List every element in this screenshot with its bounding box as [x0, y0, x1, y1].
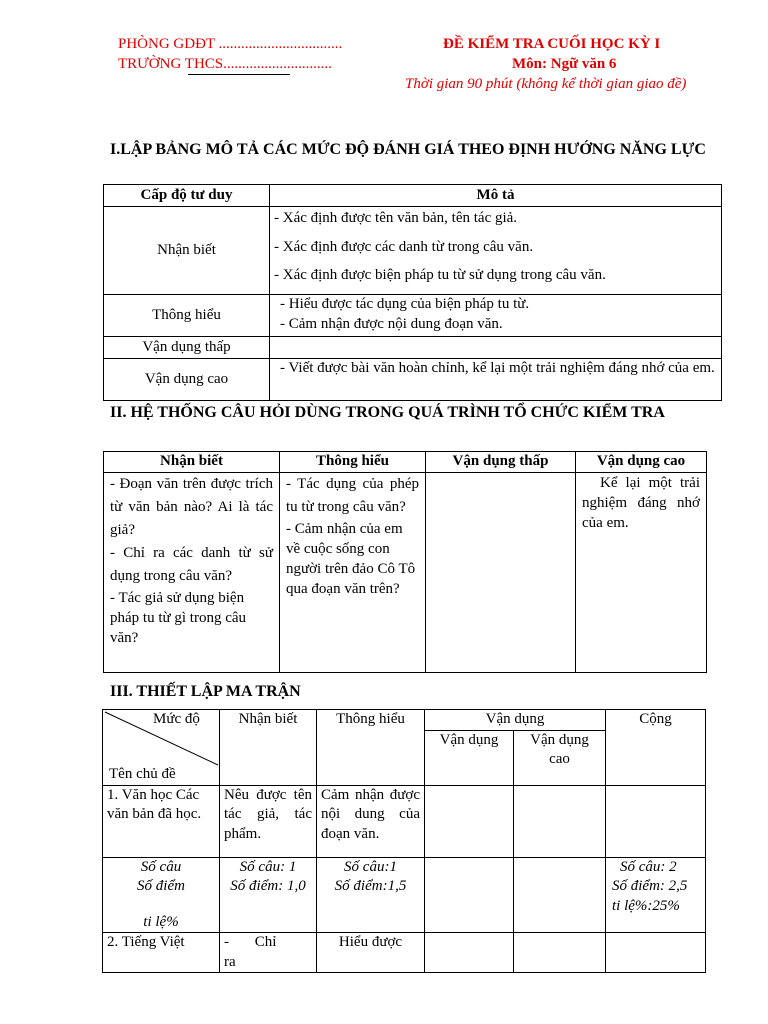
matrix-stats-cong — [606, 857, 706, 933]
stat-value: Số điểm:1,5 — [334, 878, 407, 894]
matrix-stats-th — [317, 857, 425, 933]
matrix-stats-vd — [425, 857, 514, 933]
col-header-thong-hieu: Thông hiểu — [280, 452, 426, 473]
exam-title: ĐỀ KIỂM TRA CUỐI HỌC KỲ I — [443, 36, 661, 52]
description-line: - Xác định được biện pháp tu từ sử dụng trong câu văn. — [274, 267, 606, 283]
question-item: - Tác giả sử dụng biện pháp tu từ gì trong câu văn? — [110, 589, 247, 646]
question-item: - Cảm nhận của em về cuộc sống con người trên đảo Cô Tô qua đoạn văn trên? — [286, 520, 416, 597]
matrix-header-thong-hieu: Thông hiểu — [317, 710, 425, 786]
matrix-table — [102, 709, 706, 973]
diag-label-level: Mức độ — [153, 711, 200, 727]
matrix-cell-vdc-2 — [514, 933, 606, 973]
question-item: - Tác dụng của phép tu từ trong câu văn? — [286, 475, 419, 515]
stat-value: ti lệ%:25% — [612, 897, 680, 914]
matrix-topic-vietnamese: 2. Tiếng Việt — [103, 933, 220, 973]
matrix-cell-vd-2 — [425, 933, 514, 973]
question-item: - Đoạn văn trên được trích từ văn bản nào? Ai là tác giả? — [110, 475, 273, 538]
description-line: - Xác định được các danh từ trong câu văn. — [274, 238, 534, 255]
description-line: - Hiểu được tác dụng của biện pháp tu từ. — [280, 296, 530, 312]
description-cell: - Viết được bài văn hoàn chỉnh, kể lại một trải nghiệm đáng nhớ của em. — [270, 359, 722, 401]
table-header-level: Cấp độ tư duy — [104, 185, 270, 207]
matrix-header-nhan-biet: Nhận biết — [220, 710, 317, 786]
matrix-cell-nb-2: - Chỉ ra — [220, 933, 317, 973]
header-underline — [188, 74, 290, 75]
col-header-van-dung-cao: Vận dụng cao — [576, 452, 707, 473]
level-cell: Thông hiểu — [104, 295, 270, 337]
stat-label: Số điểm — [137, 878, 185, 894]
exam-subject: Môn: Ngữ văn 6 — [512, 56, 617, 72]
section3-title: III. THIẾT LẬP MA TRẬN — [110, 683, 301, 700]
stat-value: Số câu: 2 — [620, 858, 677, 875]
matrix-stats-nb — [220, 857, 317, 933]
diag-label-topic: Tên chủ đề — [109, 766, 176, 782]
level-cell: Vận dụng cao — [104, 359, 270, 401]
matrix-header-van-dung-sub: Vận dụng — [425, 730, 514, 785]
matrix-topic-literature: 1. Văn học Các văn bản đã học. — [103, 785, 220, 857]
header-school-name: TRƯỜNG THCS............................. — [118, 56, 332, 72]
matrix-cell-th: Cảm nhận được nội dung của đoạn văn. — [317, 785, 425, 857]
stat-value: Số câu:1 — [344, 858, 397, 875]
matrix-diagonal-header — [103, 710, 220, 786]
col-header-van-dung-thap: Vận dụng thấp — [426, 452, 576, 473]
stat-value: Số điểm: 1,0 — [230, 878, 306, 894]
stat-label: ti lệ% — [143, 913, 179, 930]
matrix-cell-cong-2 — [606, 933, 706, 973]
description-cell — [270, 337, 722, 359]
level-cell: Vận dụng thấp — [104, 337, 270, 359]
exam-duration: Thời gian 90 phút (không kể thời gian giao đề) — [405, 76, 687, 92]
description-cell — [270, 295, 722, 337]
header-school-dept: PHÒNG GDĐT ................................. — [118, 36, 343, 52]
section2-title: II. HỆ THỐNG CÂU HỎI DÙNG TRONG QUÁ TRÌNH TỔ CHỨC KIỂM TRA — [110, 404, 665, 421]
thong-hieu-questions — [280, 472, 426, 672]
matrix-header-van-dung-cao: Vận dụng cao — [514, 730, 606, 785]
matrix-stats-vdc — [514, 857, 606, 933]
description-line: - Cảm nhận được nội dung đoạn văn. — [280, 315, 503, 332]
question-item: - Chỉ ra các danh từ sử dụng trong câu văn? — [110, 544, 273, 584]
matrix-cell-th-2: Hiểu được — [317, 933, 425, 973]
matrix-header-cong: Cộng — [606, 710, 706, 786]
question-table — [103, 451, 707, 673]
matrix-cell-vd — [425, 785, 514, 857]
col-header-nhan-biet: Nhận biết — [104, 452, 280, 473]
description-cell — [270, 207, 722, 295]
table-header-description: Mô tả — [270, 185, 722, 207]
stat-value: Số câu: 1 — [239, 858, 297, 875]
stat-label: Số câu — [140, 858, 182, 875]
stat-value: Số điểm: 2,5 — [612, 878, 688, 894]
matrix-stats-label — [103, 857, 220, 933]
nhan-biet-questions — [104, 472, 280, 672]
description-table — [103, 184, 722, 401]
level-cell: Nhận biết — [104, 207, 270, 295]
description-line: - Xác định được tên văn bản, tên tác giả. — [274, 210, 518, 226]
section1-title: I.LẬP BẢNG MÔ TẢ CÁC MỨC ĐỘ ĐÁNH GIÁ THEO ĐỊNH HƯỚNG NĂNG LỰC — [110, 141, 706, 158]
van-dung-cao-questions: Kể lại một trải nghiệm đáng nhớ của em. — [576, 472, 707, 672]
van-dung-thap-questions — [426, 472, 576, 672]
matrix-cell-nb: Nêu được tên tác giả, tác phẩm. — [220, 785, 317, 857]
matrix-header-van-dung: Vận dụng — [425, 710, 606, 731]
matrix-cell-cong — [606, 785, 706, 857]
matrix-cell-vdc — [514, 785, 606, 857]
